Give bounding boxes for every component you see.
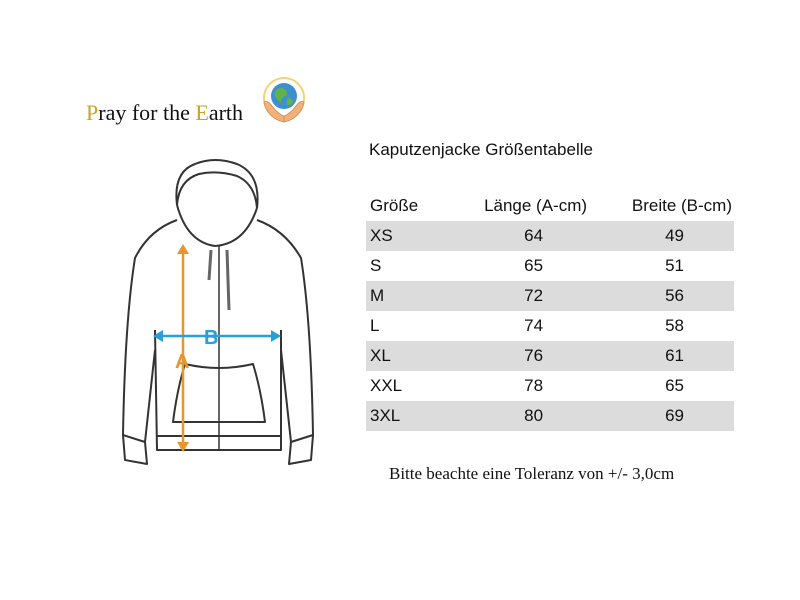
cell-length: 80	[440, 401, 589, 431]
logo-letter-e: E	[195, 100, 209, 125]
hood-inner	[177, 172, 257, 208]
page-title: Kaputzenjacke Größentabelle	[369, 140, 593, 159]
cell-width: 56	[589, 281, 734, 311]
left-sleeve	[123, 220, 177, 442]
hood-opening	[177, 205, 257, 246]
measure-a	[177, 244, 189, 452]
hood-outline	[176, 160, 257, 208]
label-b: B	[204, 327, 219, 349]
cell-size: XXL	[370, 376, 403, 395]
table-header-row	[366, 191, 734, 221]
cell-length: 65	[524, 256, 544, 275]
cell-width: 65	[665, 376, 684, 395]
logo-word-ray: ray for the	[98, 100, 196, 125]
table-row	[366, 281, 734, 311]
brand-logo	[86, 76, 316, 136]
cell-size: M	[366, 281, 440, 311]
cell-width: 51	[665, 256, 684, 275]
cell-width: 58	[665, 316, 684, 335]
header-size: Größe	[370, 196, 419, 215]
label-a: A	[175, 351, 190, 373]
cell-size: XL	[366, 341, 440, 371]
cell-length: 72	[440, 281, 589, 311]
cell-size: S	[370, 256, 382, 275]
tolerance-note: Bitte beachte eine Toleranz von +/- 3,0cm	[389, 464, 675, 483]
header-length: Länge (A-cm)	[484, 196, 588, 215]
cell-size: 3XL	[366, 401, 440, 431]
cell-size: L	[370, 316, 380, 335]
hoodie-diagram	[115, 150, 325, 475]
table-row	[366, 341, 734, 371]
table-row	[366, 401, 734, 431]
cell-length: 64	[440, 221, 589, 251]
cell-length: 76	[440, 341, 589, 371]
cell-width: 49	[589, 221, 734, 251]
table-row	[366, 371, 734, 401]
globe-hands-icon	[260, 76, 308, 128]
right-sleeve	[257, 220, 313, 442]
size-table	[366, 191, 734, 431]
logo-letter-p: P	[86, 100, 99, 125]
cell-width: 61	[589, 341, 734, 371]
cell-size: XS	[366, 221, 440, 251]
cell-width: 69	[589, 401, 734, 431]
header-width: Breite (B-cm)	[631, 196, 732, 215]
cell-length: 74	[524, 316, 544, 335]
table-row	[366, 251, 734, 281]
logo-word-arth: arth	[208, 100, 244, 125]
cell-length: 78	[524, 376, 544, 395]
table-row	[366, 311, 734, 341]
table-row	[366, 221, 734, 251]
logo-text	[86, 100, 243, 126]
